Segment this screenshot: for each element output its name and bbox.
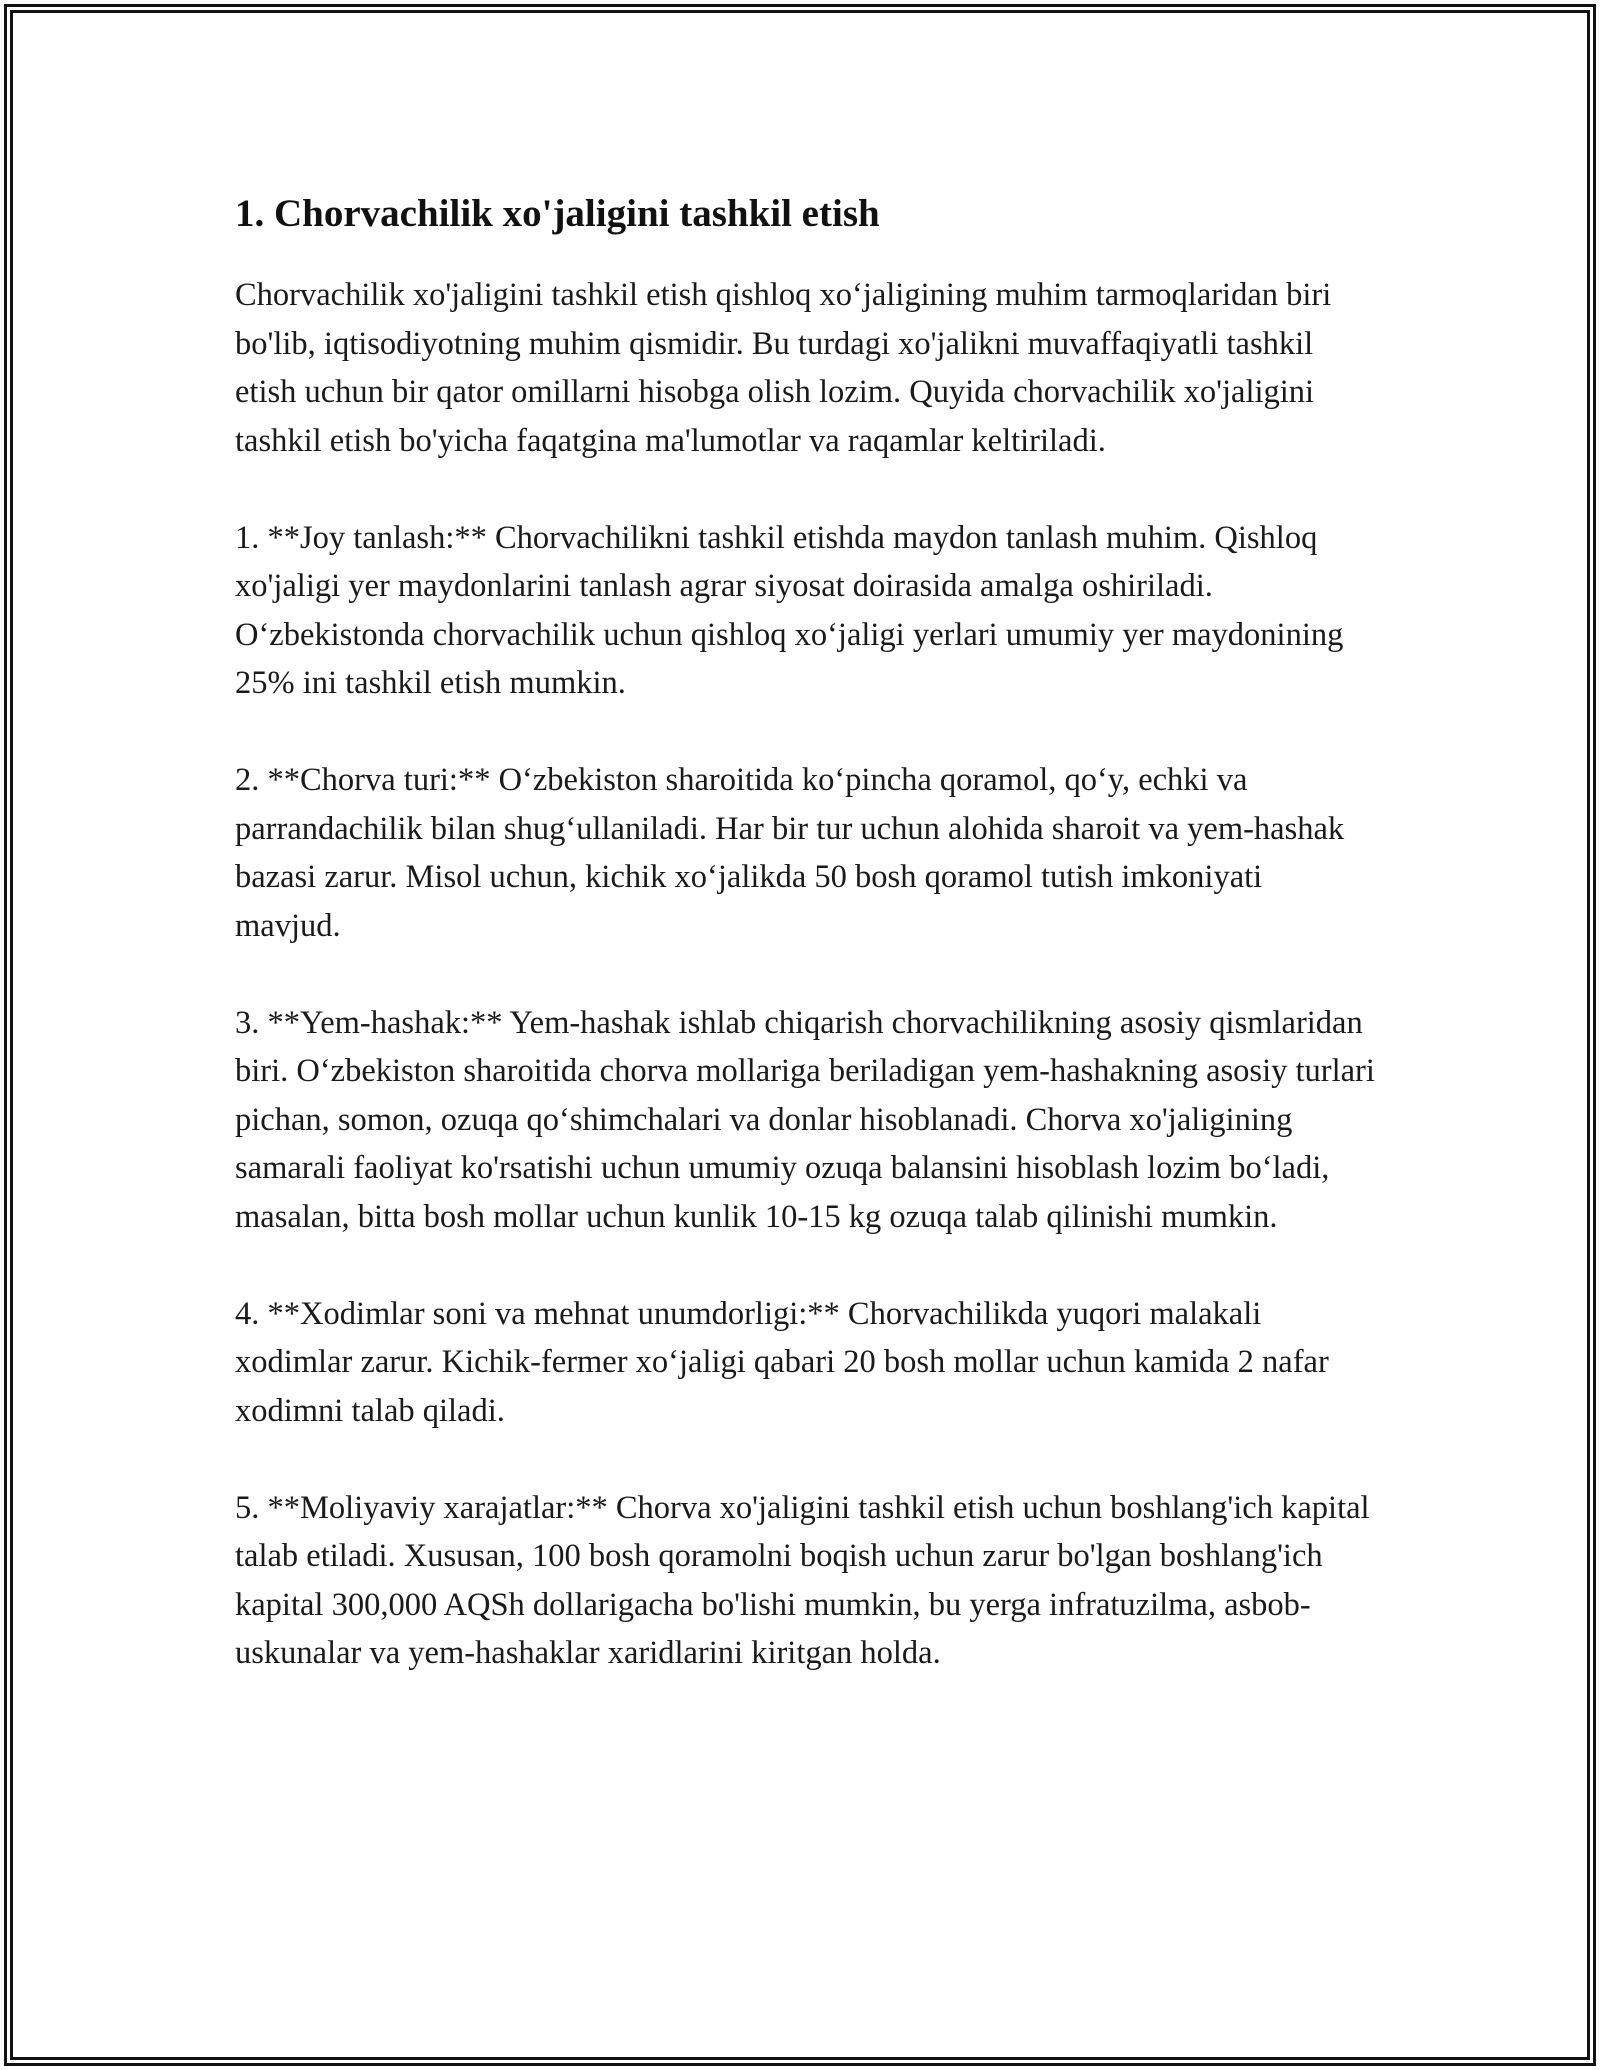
document-title: 1. Chorvachilik xo'jaligini tashkil etish — [235, 192, 880, 235]
paragraph-moliyaviy: 5. **Moliyaviy xarajatlar:** Chorva xo'jaligini tashkil etish uchun boshlang'ich kapital talab etiladi. Xususan, 100 bosh qoramolni boqish uchun zarur bo'lgan boshlang'ich kapital 300,000 AQSh dollarigacha bo'lishi mumkin, bu yerga infratuzilma, asbob-uskunalar va yem-hashaklar xaridlarini kiritgan holda. — [235, 1489, 1370, 1671]
document-body — [235, 185, 1375, 1726]
paragraph-xodimlar: 4. **Xodimlar soni va mehnat unumdorligi:** Chorvachilikda yuqori malakali xodimlar zarur. Kichik-fermer xo‘jaligi qabari 20 bosh mollar uchun kamida 2 nafar xodimni talab qiladi. — [235, 1295, 1329, 1429]
paragraph-chorva-turi: 2. **Chorva turi:** O‘zbekiston sharoitida ko‘pincha qoramol, qo‘y, echki va parrandachilik bilan shug‘ullaniladi. Har bir tur uchun alohida sharoit va yem-hashak bazasi zarur. Misol uchun, kichik xo‘jalikda 50 bosh qoramol tutish imkoniyati mavjud. — [235, 762, 1345, 944]
paragraph-joy-tanlash: 1. **Joy tanlash:** Chorvachilikni tashkil etishda maydon tanlash muhim. Qishloq xo'jaligi yer maydonlarini tanlash agrar siyosat doirasida amalga oshiriladi. O‘zbekistonda chorvachilik uchun qishloq xo‘jaligi yerlari umumiy yer maydonining 25% ini tashkil etish mumkin. — [235, 519, 1344, 701]
intro-paragraph: Chorvachilik xo'jaligini tashkil etish qishloq xo‘jaligining muhim tarmoqlaridan biri bo'lib, iqtisodiyotning muhim qismidir. Bu turdagi xo'jalikni muvaffaqiyatli tashkil etish uchun bir qator omillarni hisobga olish lozim. Quyida chorvachilik xo'jaligini tashkil etish bo'yicha faqatgina ma'lumotlar va raqamlar keltiriladi. — [235, 277, 1332, 459]
paragraph-yem-hashak: 3. **Yem-hashak:** Yem-hashak ishlab chiqarish chorvachilikning asosiy qismlaridan biri. O‘zbekiston sharoitida chorva mollariga beriladigan yem-hashakning asosiy turlari pichan, somon, ozuqa qo‘shimchalari va donlar hisoblanadi. Chorva xo'jaligining samarali faoliyat ko'rsatishi uchun umumiy ozuqa balansini hisoblash lozim bo‘ladi, masalan, bitta bosh mollar uchun kunlik 10-15 kg ozuqa talab qilinishi mumkin. — [235, 1004, 1375, 1235]
